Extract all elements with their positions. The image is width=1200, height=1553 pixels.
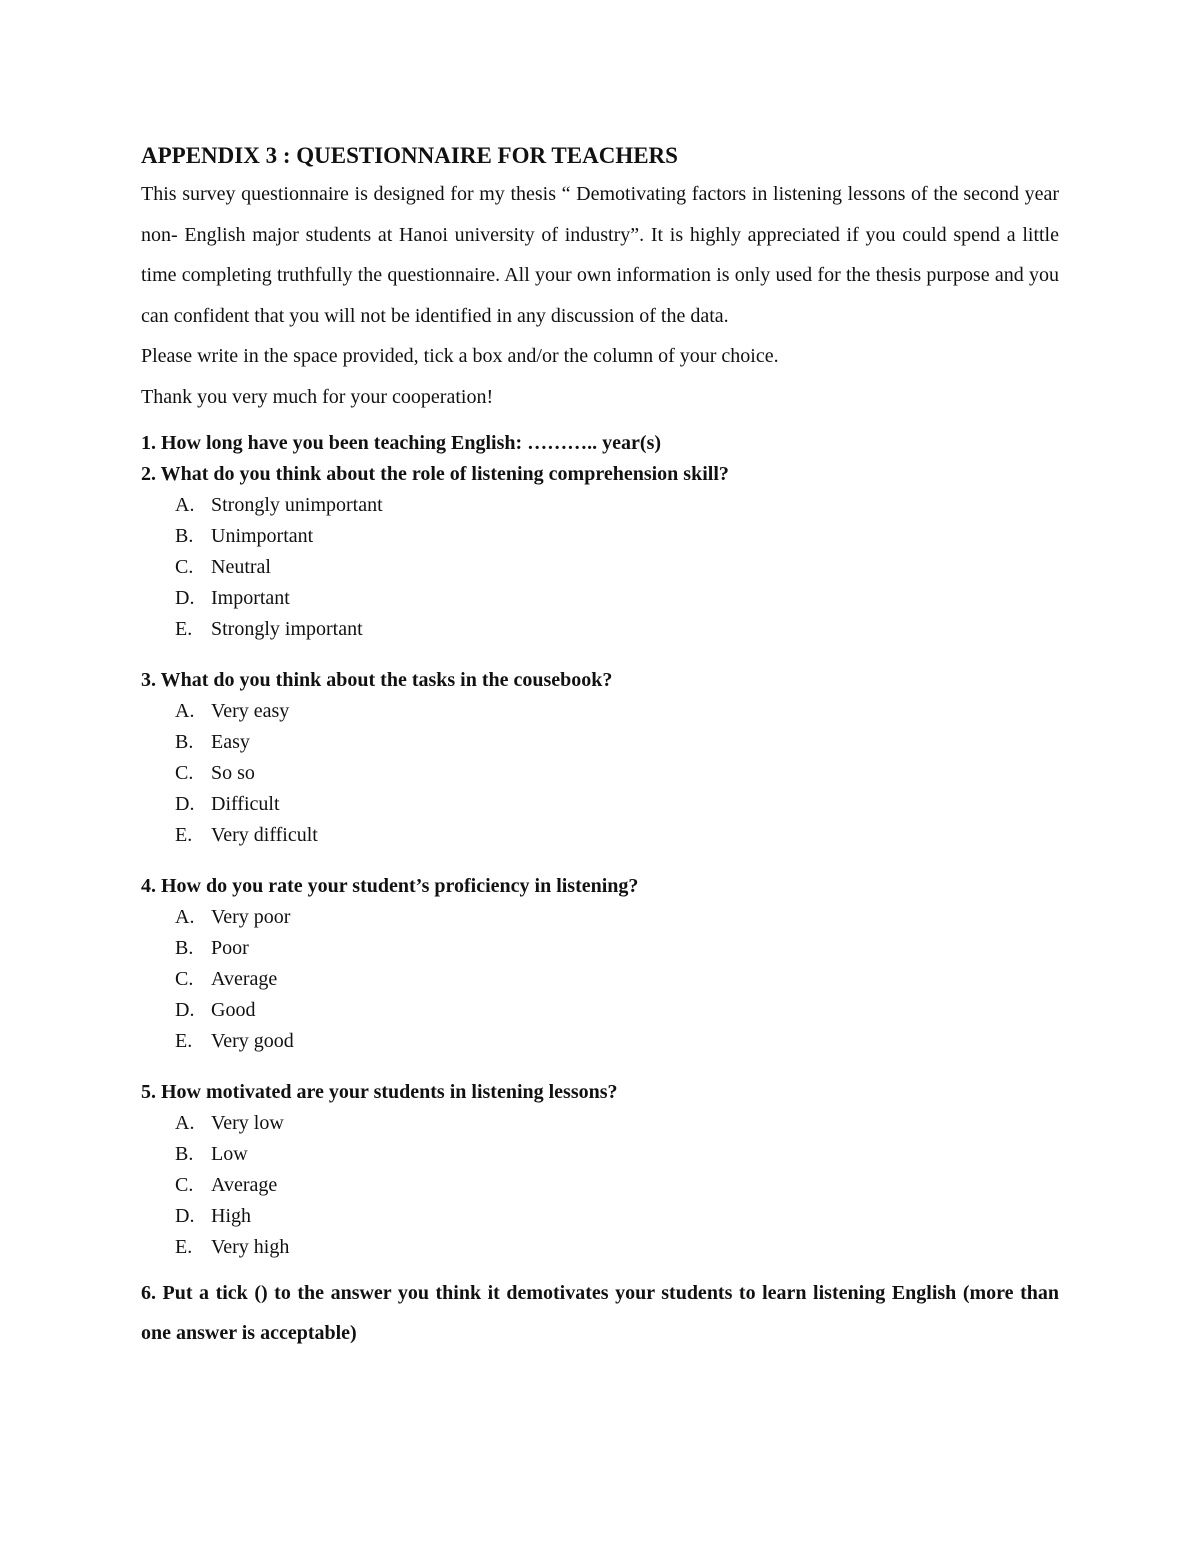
option-item — [175, 490, 1059, 521]
intro-section — [141, 174, 1059, 336]
option-item — [175, 583, 1059, 614]
option-label: Very poor — [211, 905, 291, 928]
option-letter: E. — [175, 823, 193, 846]
question-4-options — [141, 902, 1059, 1057]
option-label: Average — [211, 967, 278, 990]
option-item — [175, 820, 1059, 851]
option-letter: A. — [175, 905, 195, 928]
question-3-block — [141, 665, 1059, 851]
thanks-text: Thank you very much for your cooperation! — [141, 385, 494, 408]
option-letter: B. — [175, 524, 194, 547]
option-letter: A. — [175, 493, 195, 516]
option-label: High — [211, 1204, 251, 1227]
instruction-text: Please write in the space provided, tick a box and/or the column of your choice. — [141, 345, 779, 368]
question-5-block — [141, 1077, 1059, 1263]
option-item — [175, 789, 1059, 820]
option-label: Good — [211, 998, 256, 1021]
option-item — [175, 614, 1059, 645]
option-letter: C. — [175, 1173, 194, 1196]
option-label: So so — [211, 761, 255, 784]
option-label: Very difficult — [211, 823, 318, 846]
option-letter: D. — [175, 792, 195, 815]
intro-paragraph: This survey questionnaire is designed for my thesis “ Demotivating factors in listening lessons of the second year non- English major students at Hanoi university of industry”. It is highly appreciated if you could spend a little time completing truthfully the questionnaire. All your own information is only used for the thesis purpose and you can confident that you will not be identified in any discussion of the data. — [141, 183, 1059, 327]
option-label: Very easy — [211, 699, 290, 722]
option-letter: B. — [175, 1142, 194, 1165]
option-letter: A. — [175, 699, 195, 722]
option-label: Strongly unimportant — [211, 493, 383, 516]
option-item — [175, 696, 1059, 727]
option-item — [175, 964, 1059, 995]
question-4-block — [141, 871, 1059, 1057]
option-letter: B. — [175, 936, 194, 959]
option-label: Important — [211, 586, 290, 609]
option-item — [175, 1201, 1059, 1232]
option-letter: C. — [175, 555, 194, 578]
question-2-options — [141, 490, 1059, 645]
option-item — [175, 902, 1059, 933]
option-item — [175, 758, 1059, 789]
question-5-options — [141, 1108, 1059, 1263]
option-label: Very good — [211, 1029, 294, 1052]
option-item — [175, 1026, 1059, 1057]
option-item — [175, 1108, 1059, 1139]
option-item — [175, 1232, 1059, 1263]
option-label: Very high — [211, 1235, 290, 1258]
question-3: 3. What do you think about the tasks in the cousebook? — [141, 668, 613, 691]
option-label: Neutral — [211, 555, 271, 578]
option-letter: E. — [175, 1235, 193, 1258]
option-letter: E. — [175, 1029, 193, 1052]
option-label: Easy — [211, 730, 250, 753]
option-letter: D. — [175, 586, 195, 609]
option-item — [175, 933, 1059, 964]
option-letter: D. — [175, 1204, 195, 1227]
option-letter: D. — [175, 998, 195, 1021]
option-label: Difficult — [211, 792, 280, 815]
page-title: APPENDIX 3 : QUESTIONNAIRE FOR TEACHERS — [141, 143, 678, 168]
question-4: 4. How do you rate your student’s proficiency in listening? — [141, 874, 639, 897]
option-label: Average — [211, 1173, 278, 1196]
option-letter: C. — [175, 967, 194, 990]
question-6: 6. Put a tick () to the answer you think it demotivates your students to learn listening English (more than one answer is acceptable) — [141, 1281, 1059, 1345]
option-item — [175, 1139, 1059, 1170]
option-label: Low — [211, 1142, 248, 1165]
option-letter: C. — [175, 761, 194, 784]
document-page — [141, 138, 1059, 1354]
option-label: Strongly important — [211, 617, 363, 640]
option-item — [175, 995, 1059, 1026]
option-item — [175, 521, 1059, 552]
question-2-block — [141, 459, 1059, 645]
question-1: 1. How long have you been teaching English: ……….. year(s) — [141, 431, 662, 454]
option-item — [175, 552, 1059, 583]
question-2: 2. What do you think about the role of listening comprehension skill? — [141, 462, 729, 485]
option-letter: E. — [175, 617, 193, 640]
question-3-options — [141, 696, 1059, 851]
option-item — [175, 727, 1059, 758]
question-5: 5. How motivated are your students in listening lessons? — [141, 1080, 618, 1103]
option-label: Poor — [211, 936, 249, 959]
option-letter: A. — [175, 1111, 195, 1134]
option-item — [175, 1170, 1059, 1201]
option-label: Very low — [211, 1111, 284, 1134]
option-letter: B. — [175, 730, 194, 753]
option-label: Unimportant — [211, 524, 314, 547]
